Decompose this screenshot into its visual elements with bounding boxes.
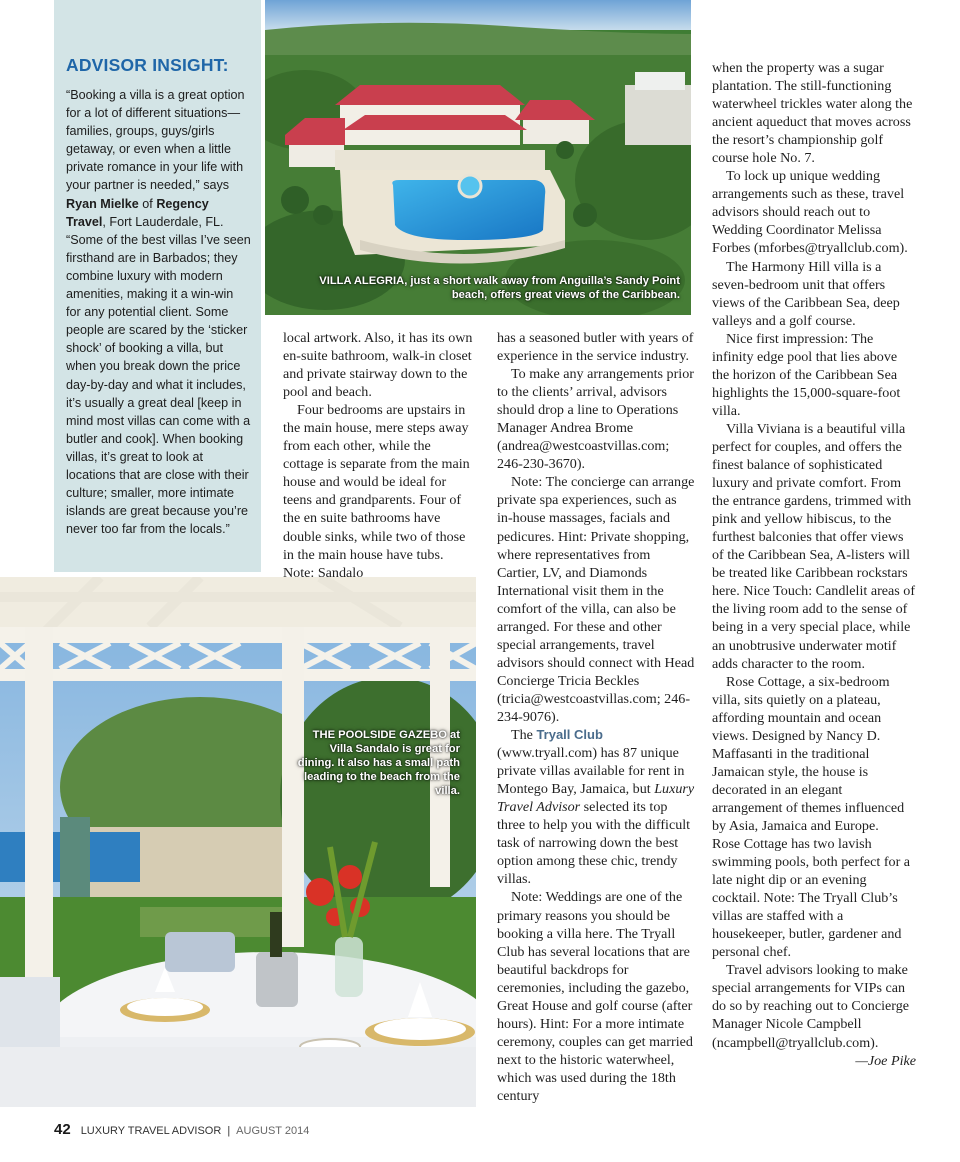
villa-alegria-photo [265, 0, 691, 315]
paragraph: Villa Viviana is a beautiful villa perfect for couples, and offers the finest balance of sophisticated luxury and private comfort. From the entrance gardens, trimmed with pink and yellow hibiscus, to the furthest balconies that offer views of the Caribbean Sea, A-listers will be treated like Caribbean rockstars here. Nice Touch: Candlelit areas of the living room add to the sense of being in a very special place, while an unobtrusive underwater motif adds character to the room. [712, 420, 916, 672]
issue-date: AUGUST 2014 [236, 1125, 310, 1137]
page-number: 42 [54, 1121, 71, 1138]
article-column-3 [712, 59, 916, 1070]
advisor-name: Ryan Mielke [66, 196, 139, 211]
paragraph: Rose Cottage, a six-bedroom villa, sits quietly on a plateau, affording mountain and ocean views. Designed by Nancy D. Maffasanti in the traditional Jamaican style, the house is decorated in an elegant arrangement of themes influenced by Asia, Jamaica and Europe. [712, 673, 905, 834]
paragraph: The Tryall Club (www.tryall.com) has 87 unique private villas available for rent in Montego Bay, Jamaica, but Luxury Travel Advisor selected its top three to help you with the difficult task of narrowing down the best option among these chic, trendy villas. [497, 727, 695, 888]
paragraph: when the property was a sugar plantation. The still-functioning waterwheel trickles water along the ancient aqueduct that moves across the resort’s championship golf course hole No. 7. [712, 60, 913, 167]
article-column-1 [283, 329, 474, 582]
paragraph: Note: The concierge can arrange private spa experiences, such as in-house massages, facials and pedicures. Hint: Private shopping, where representatives from Cartier, LV, and Diamonds International visit them in the comfort of the villa, can also be arranged. For these and other special arrangements, travel advisors should connect with Head Concierge Tricia Beckles (tricia@westcoastvillas.com; 246-234-9076). [497, 474, 695, 725]
paragraph: Note: Weddings are one of the primary reasons you should be booking a villa here. The Tryall Club has several locations that are beautiful backdrops for ceremonies, including the gazebo, Great House and golf course (after hours). Hint: For a more intimate ceremony, couples can get married next to the historic waterwheel, which was used during the 18th century [497, 889, 693, 1104]
footer-separator: | [227, 1125, 231, 1137]
paragraph: Rose Cottage has two lavish swimming pools, both perfect for a late night dip or an evening cocktail. Note: The Tryall Club’s villas are staffed with a housekeeper, butler, gardener and personal chef. [712, 836, 911, 961]
paragraph: Travel advisors looking to make special arrangements for VIPs can do so by reaching out to Concierge Manager Nicole Campbell (ncampbell@tryallclub.com). —Joe Pike [712, 962, 916, 1069]
paragraph: To make any arrangements prior to the clients’ arrival, advisors should drop a line to Operations Manager Andrea Brome (andrea@westcoastvillas.com; 246-230-3670). [497, 366, 694, 473]
poolside-gazebo-photo [0, 577, 476, 1107]
paragraph: local artwork. Also, it has its own en-suite bathroom, walk-in closet and private stairway down to the pool and beach. [283, 330, 473, 401]
paragraph: Four bedrooms are upstairs in the main house, mere steps away from each other, while the cottage is separate from the main house and would be ideal for teens and grandparents. Four of the en suite bathrooms have double sinks, while two of those in the main house have tubs. Note: Sandalo [283, 402, 470, 581]
tryall-club-name: Tryall Club [536, 727, 603, 743]
paragraph: To lock up unique wedding arrangements such as these, travel advisors should reach out to Wedding Coordinator Melissa Forbes (mforbes@tryallclub.com). [712, 168, 908, 257]
insight-title: ADVISOR INSIGHT: [66, 55, 229, 75]
article-column-2 [497, 329, 695, 1105]
agency-name: Regency Travel [66, 196, 209, 229]
paragraph: The Harmony Hill villa is a seven-bedroom unit that offers views of the Caribbean Sea, deep valleys and a golf course. [712, 258, 900, 329]
publication-title: LUXURY TRAVEL ADVISOR [80, 1125, 222, 1137]
author-byline: —Joe Pike [855, 1052, 916, 1069]
insight-quote: “Booking a villa is a great option for a lot of different situations—families, groups, guys/girls getaway, or even when a little private romance in your life with your partner is needed,” says Ryan Mielke of Regency Travel, Fort Lauderdale, FL. “Some of the best villas I’ve seen firsthand are in Barbados; they combine luxury with modern amenities, making it a win-win for any potential client. Some people are scared by the ‘sticker shock’ of booking a villa, but when you break down the price day-by-day and what it includes, it’s usually a great deal [keep in mind most villas can come with a butler and cook]. When booking villas, it’s great to look at locations that are close with their culture; smaller, more intimate islands are great because you’re never too far from the locals.” [66, 88, 251, 537]
gazebo-photo-caption: THE POOLSIDE GAZEBO at Villa Sandalo is great for dining. It also has a small path leading to the beach from the villa. [297, 729, 460, 797]
advisor-insight-sidebar [54, 0, 261, 572]
paragraph: has a seasoned butler with years of experience in the service industry. [497, 330, 694, 365]
publication-name: Luxury Travel Advisor [497, 781, 695, 816]
villa-photo-caption: VILLA ALEGRIA, just a short walk away from Anguilla’s Sandy Point beach, offers great views of the Caribbean. [319, 275, 680, 301]
page-footer [54, 1121, 309, 1138]
paragraph: Nice first impression: The infinity edge pool that lies above the horizon of the Caribbean Sea highlights the 15,000-square-foot villa. [712, 330, 901, 419]
